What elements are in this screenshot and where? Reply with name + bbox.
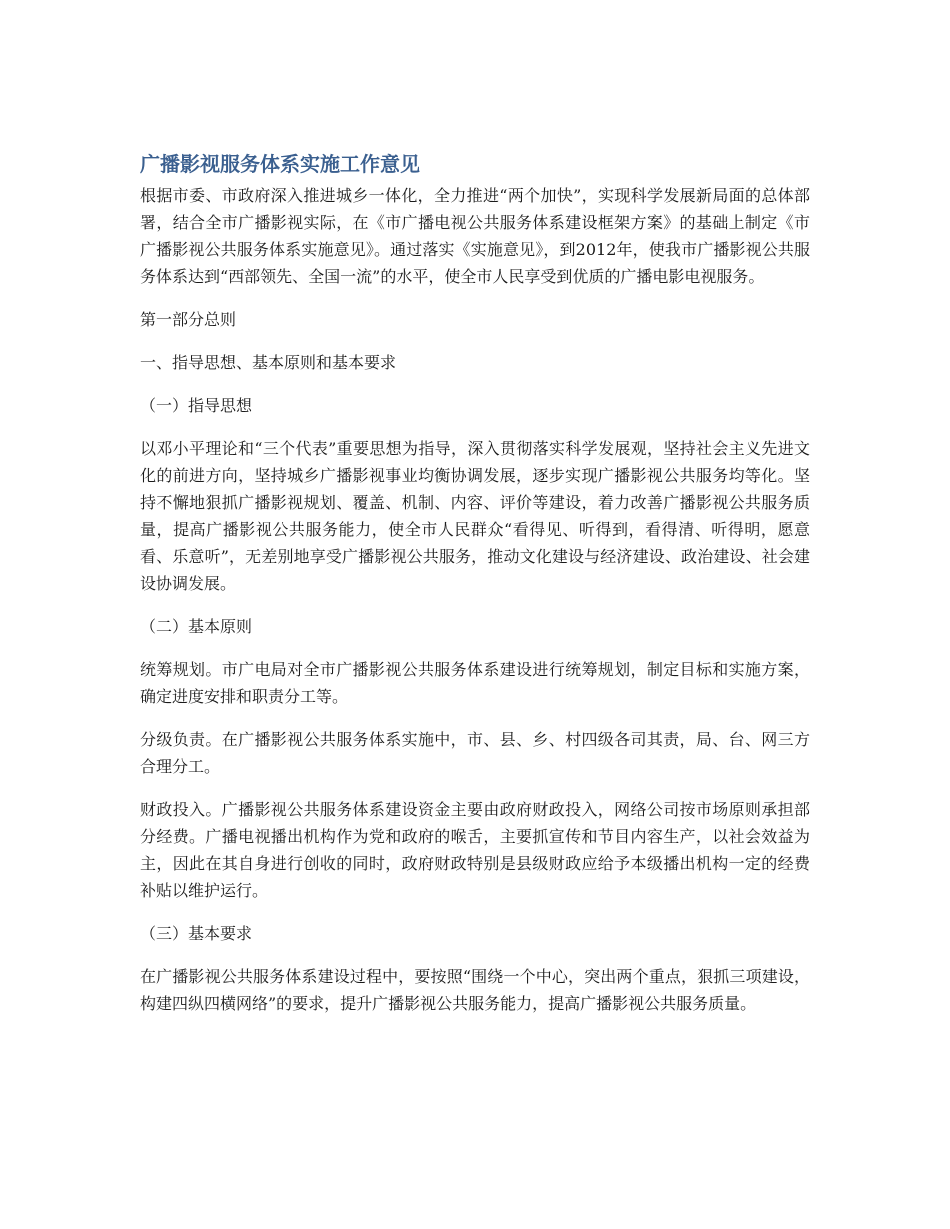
- document-title: 广播影视服务体系实施工作意见: [140, 152, 420, 176]
- principle-planning-paragraph: 统筹规划。市广电局对全市广播影视公共服务体系建设进行统筹规划，制定目标和实施方案，确定进度安排和职责分工等。: [140, 660, 810, 706]
- principle-funding-paragraph: 财政投入。广播影视公共服务体系建设资金主要由政府财政投入，网络公司按市场原则承担部分经费。广播电视播出机构作为党和政府的喉舌，主要抓宣传和节目内容生产，以社会效益为主，因此在其自身进行创收的同时，政府财政特别是县级财政应给予本级播出机构一定的经费补贴以维护运行。: [140, 800, 810, 900]
- section1-heading: 一、指导思想、基本原则和基本要求: [140, 353, 397, 372]
- sub3-paragraph: 在广播影视公共服务体系建设过程中，要按照“围绕一个中心，突出两个重点，狠抓三项建设，构建四纵四横网络”的要求，提升广播影视公共服务能力，提高广播影视公共服务质量。: [140, 967, 810, 1013]
- sub2-heading: （二）基本原则: [140, 617, 253, 636]
- sub1-paragraph: 以邓小平理论和“三个代表”重要思想为指导，深入贯彻落实科学发展观，坚持社会主义先进文化的前进方向，坚持城乡广播影视事业均衡协调发展，逐步实现广播影视公共服务均等化。坚持不懈地狠抓广播影视规划、覆盖、机制、内容、评价等建设，着力改善广播影视公共服务质量，提高广播影视公共服务能力，使全市人民群众“看得见、听得到，看得清、听得明，愿意看、乐意听”，无差别地享受广播影视公共服务，推动文化建设与经济建设、政治建设、社会建设协调发展。: [140, 439, 810, 593]
- part1-heading: 第一部分总则: [140, 310, 237, 329]
- document-page: [140, 150, 810, 1033]
- principle-responsibility-paragraph: 分级负责。在广播影视公共服务体系实施中，市、县、乡、村四级各司其责，局、台、网三方合理分工。: [140, 730, 810, 776]
- sub3-heading: （三）基本要求: [140, 924, 253, 943]
- sub1-heading: （一）指导思想: [140, 396, 253, 415]
- intro-paragraph: 根据市委、市政府深入推进城乡一体化，全力推进“两个加快”，实现科学发展新局面的总体部署，结合全市广播影视实际，在《市广播电视公共服务体系建设框架方案》的基础上制定《市广播影视公共服务体系实施意见》。通过落实《实施意见》，到2012年，使我市广播影视公共服务体系达到“西部领先、全国一流”的水平，使全市人民享受到优质的广播电影电视服务。: [140, 186, 810, 286]
